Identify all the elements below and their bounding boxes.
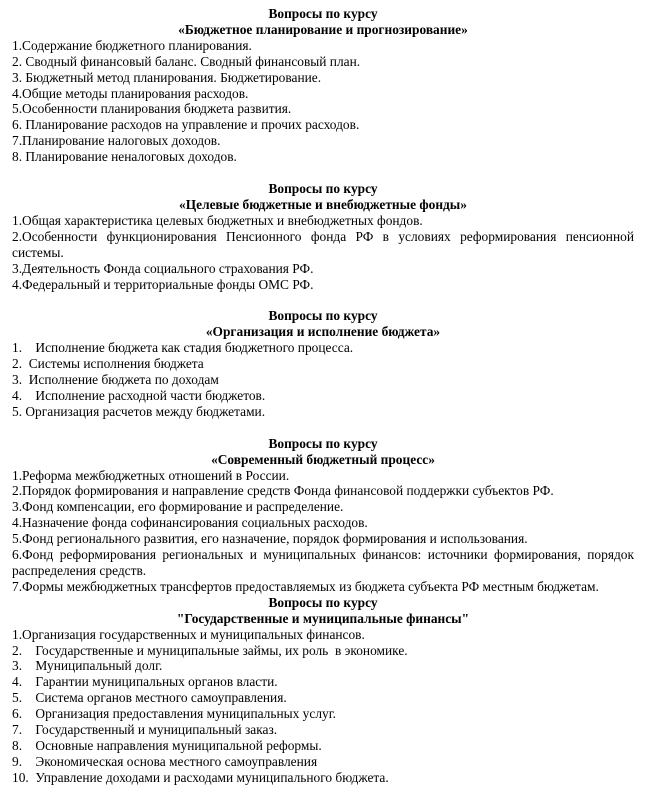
list-item: 1.Содержание бюджетного планирования. [12, 37, 252, 53]
section-title: «Современный бюджетный процесс» [211, 451, 435, 467]
list-item: 4. Исполнение расходной части бюджетов. [12, 387, 266, 403]
section-budget-execution [12, 308, 634, 419]
list-item: 2. Сводный финансовый баланс. Сводный финансовый план. [12, 53, 361, 69]
list-item: 1.Организация государственных и муниципальных финансов. [12, 626, 365, 642]
spacer [12, 292, 634, 308]
section-heading: Вопросы по курсу [268, 435, 378, 451]
list-item: 4.Назначение фонда софинансирования социальных расходов. [12, 515, 368, 531]
document [12, 6, 634, 786]
list-item: 2.Особенности функционирования Пенсионного фонда РФ в условиях реформирования пенсионной системы. [12, 228, 634, 260]
list-item: 6. Организация предоставления муниципальных услуг. [12, 706, 337, 722]
list-item: 2.Порядок формирования и направление средств Фонда финансовой поддержки субъектов РФ. [12, 483, 554, 499]
list-item: 3. Бюджетный метод планирования. Бюджетирование. [12, 69, 322, 85]
list-item: 5.Особенности планирования бюджета развития. [12, 101, 292, 117]
list-item: 7.Формы межбюджетных трансфертов предоставляемых из бюджета субъекта РФ местным бюджетам. [12, 578, 599, 594]
section-heading: Вопросы по курсу [268, 6, 378, 21]
section-target-funds [12, 181, 634, 292]
list-item: 2. Государственные и муниципальные займы, их роль в экономике. [12, 642, 408, 658]
section-title: «Организация и исполнение бюджета» [205, 324, 441, 340]
list-item: 3.Деятельность Фонда социального страхования РФ. [12, 260, 314, 276]
list-item: 1.Реформа межбюджетных отношений в России. [12, 467, 290, 483]
list-item: 10. Управление доходами и расходами муниципального бюджета. [12, 769, 389, 785]
section-title: "Государственные и муниципальные финансы" [176, 610, 470, 626]
list-item: 4.Федеральный и территориальные фонды ОМС РФ. [12, 276, 314, 292]
section-budget-planning [12, 6, 634, 165]
section-title: «Бюджетное планирование и прогнозирование» [178, 21, 468, 37]
list-item: 6. Планирование расходов на управление и прочих расходов. [12, 117, 360, 133]
list-item: 5.Фонд регионального развития, его назначение, порядок формирования и использования. [12, 531, 528, 547]
list-item: 8. Основные направления муниципальной реформы. [12, 737, 322, 753]
spacer [12, 420, 634, 436]
section-title: «Целевые бюджетные и внебюджетные фонды» [179, 196, 467, 212]
spacer [12, 165, 634, 181]
list-item: 1. Исполнение бюджета как стадия бюджетного процесса. [12, 340, 354, 356]
list-item: 5. Система органов местного самоуправления. [12, 690, 287, 706]
section-heading: Вопросы по курсу [268, 594, 378, 610]
list-item: 6.Фонд реформирования региональных и муниципальных финансов: источники формирования, порядок распределения средств. [12, 547, 634, 578]
list-item: 7.Планирование налоговых доходов. [12, 133, 221, 149]
section-state-municipal-finance [12, 595, 634, 786]
section-heading: Вопросы по курсу [268, 308, 378, 324]
list-item: 5. Организация расчетов между бюджетами. [12, 403, 266, 419]
list-item: 4. Гарантии муниципальных органов власти. [12, 674, 278, 690]
list-item: 1.Общая характеристика целевых бюджетных и внебюджетных фондов. [12, 212, 423, 228]
list-item: 7. Государственный и муниципальный заказ. [12, 722, 278, 738]
list-item: 3.Фонд компенсации, его формирование и распределение. [12, 499, 344, 515]
list-item: 2. Системы исполнения бюджета [12, 356, 204, 372]
section-heading: Вопросы по курсу [268, 181, 378, 197]
list-item: 8. Планирование неналоговых доходов. [12, 149, 237, 165]
list-item: 3. Муниципальный долг. [12, 658, 163, 674]
section-budget-process [12, 436, 634, 595]
list-item: 9. Экономическая основа местного самоуправления [12, 753, 318, 769]
list-item: 4.Общие методы планирования расходов. [12, 85, 249, 101]
list-item: 3. Исполнение бюджета по доходам [12, 372, 219, 388]
